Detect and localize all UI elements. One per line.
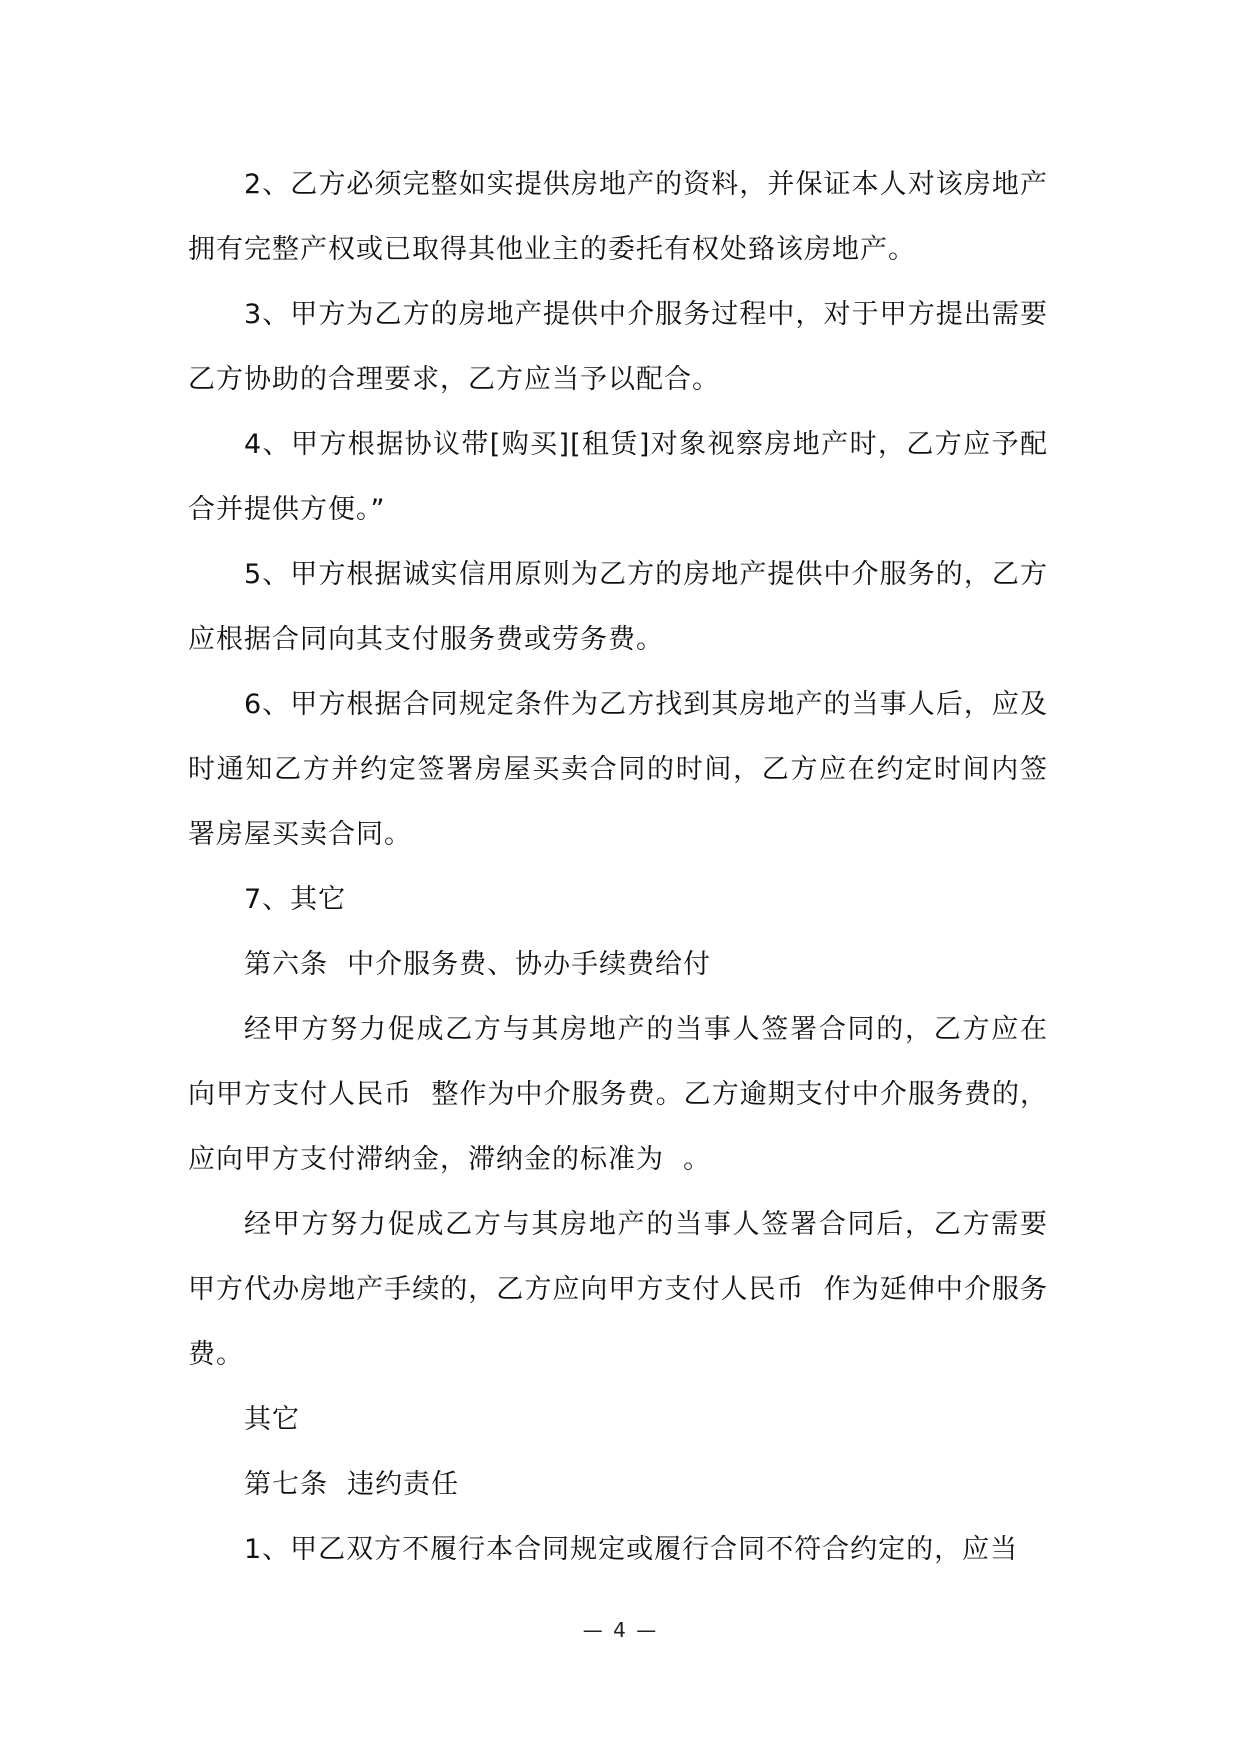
- paragraph-clause-3: 3、甲方为乙方的房地产提供中介服务过程中，对于甲方提出需要乙方协助的合理要求，乙方应当予以配合。: [188, 299, 1048, 395]
- paragraph-breach-1: 1、甲乙双方不履行本合同规定或履行合同不符合约定的，应当: [244, 1534, 1019, 1565]
- paragraph-extended-fee: 经甲方努力促成乙方与其房地产的当事人签署合同后，乙方需要甲方代办房地产手续的，乙方应向甲方支付人民币 作为延伸中介服务费。: [188, 1209, 1048, 1370]
- paragraph-clause-7: 7、其它: [244, 884, 347, 915]
- paragraph-clause-2: 2、乙方必须完整如实提供房地产的资料，并保证本人对该房地产拥有完整产权或已取得其他业主的委托有权处臵该房地产。: [188, 169, 1048, 265]
- page-number: — 4 —: [582, 1618, 659, 1642]
- paragraph-clause-4: 4、甲方根据协议带[购买][租赁]对象视察房地产时，乙方应予配合并提供方便。”: [188, 429, 1048, 525]
- paragraph-other: 其它: [244, 1404, 300, 1435]
- document-body: [188, 152, 1048, 1582]
- section-heading-article-7: 第七条 违约责任: [244, 1469, 460, 1500]
- paragraph-clause-6: 6、甲方根据合同规定条件为乙方找到其房地产的当事人后，应及时通知乙方并约定签署房屋买卖合同的时间，乙方应在约定时间内签署房屋买卖合同。: [188, 689, 1048, 850]
- section-heading-article-6: 第六条 中介服务费、协办手续费给付: [244, 949, 712, 980]
- paragraph-service-fee: 经甲方努力促成乙方与其房地产的当事人签署合同的，乙方应在向甲方支付人民币 整作为中介服务费。乙方逾期支付中介服务费的，应向甲方支付滞纳金，滞纳金的标准为 。: [188, 1014, 1048, 1175]
- paragraph-clause-5: 5、甲方根据诚实信用原则为乙方的房地产提供中介服务的，乙方应根据合同向其支付服务费或劳务费。: [188, 559, 1048, 655]
